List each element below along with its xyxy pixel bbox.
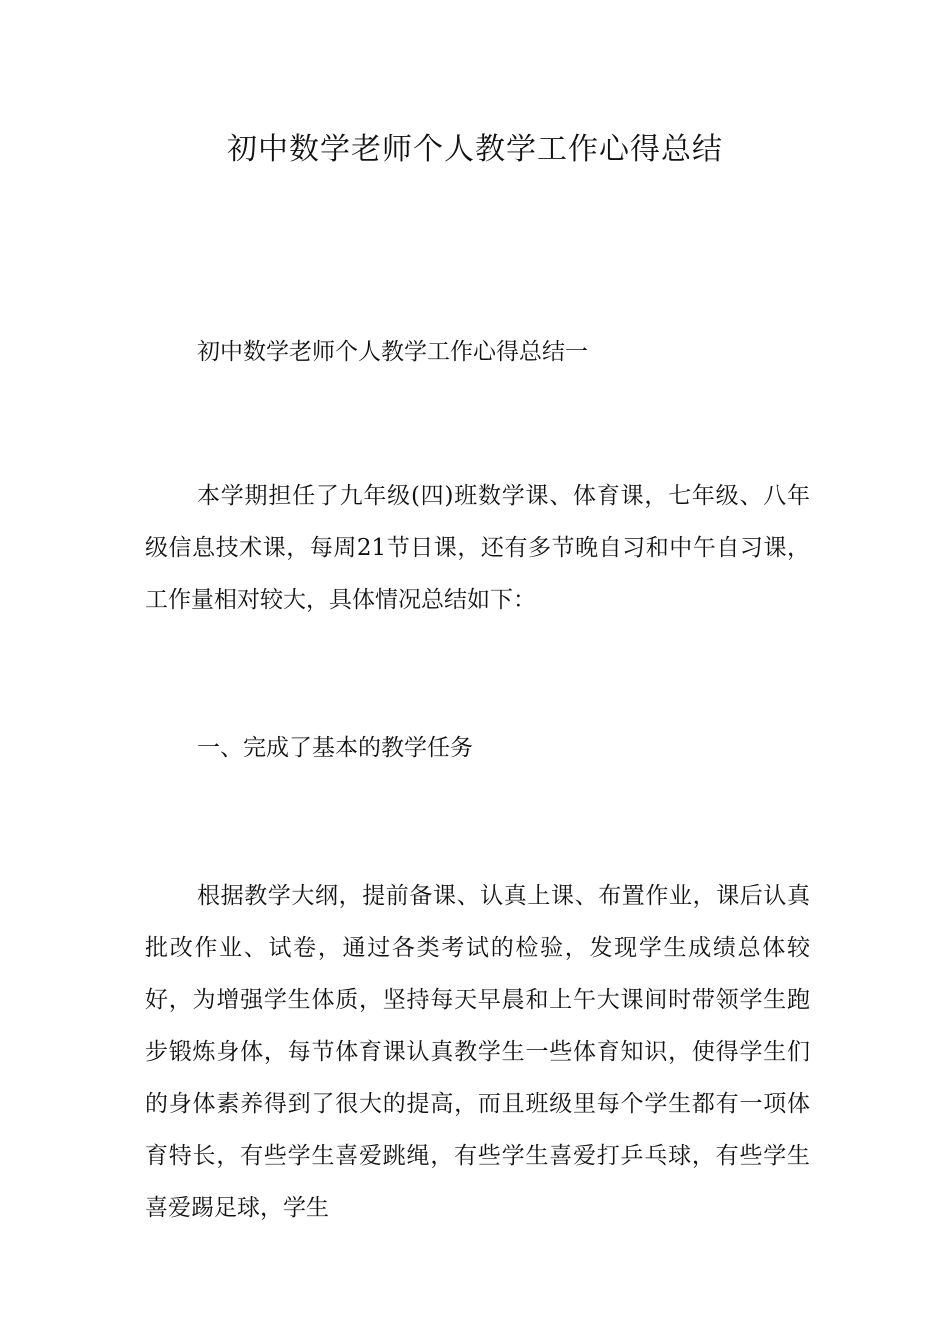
- document-subtitle: 初中数学老师个人教学工作心得总结一: [197, 339, 588, 365]
- document-title: 初中数学老师个人教学工作心得总结: [227, 132, 723, 167]
- section-heading: 一、完成了基本的教学任务: [197, 735, 473, 761]
- paragraph-teaching-tasks: 根据教学大纲，提前备课、认真上课、布置作业，课后认真批改作业、试卷，通过各类考试的检验，发现学生成绩总体较好，为增强学生体质，坚持每天早晨和上午大课间时带领学生跑步锻炼身体，每节体育课认真教学生一些体育知识，使得学生们的身体素养得到了很大的提高，而且班级里每个学生都有一项体育特长，有些学生喜爱跳绳，有些学生喜爱打乒乓球，有些学生喜爱踢足球，学生: [145, 883, 810, 1221]
- paragraph-intro: 本学期担任了九年级(四)班数学课、体育课，七年级、八年级信息技术课，每周21节日课，还有多节晚自习和中午自习课，工作量相对较大，具体情况总结如下：: [145, 483, 810, 613]
